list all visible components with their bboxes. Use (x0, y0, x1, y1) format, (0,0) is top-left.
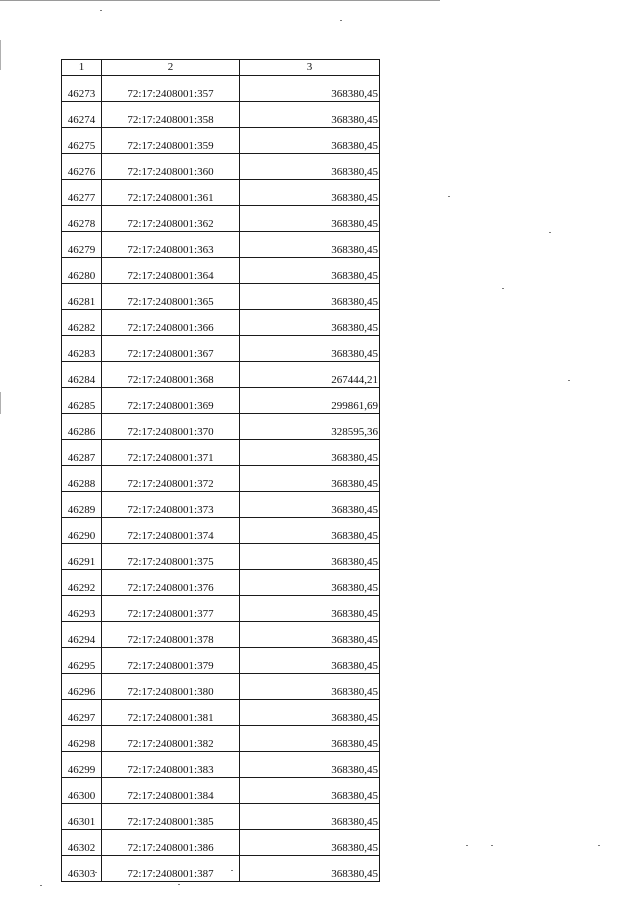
row-number-cell: 46303 (62, 856, 102, 882)
cadastral-value-cell: 368380,45 (240, 856, 380, 882)
cadastral-number-cell: 72:17:2408001:381 (102, 700, 240, 726)
cadastral-number-cell: 72:17:2408001:366 (102, 310, 240, 336)
cadastral-value-cell: 368380,45 (240, 596, 380, 622)
row-number-cell: 46292 (62, 570, 102, 596)
row-number-cell: 46285 (62, 388, 102, 414)
cadastral-value-cell: 368380,45 (240, 336, 380, 362)
table-row (62, 622, 380, 648)
cadastral-value-cell: 368380,45 (240, 76, 380, 102)
cadastral-number-cell: 72:17:2408001:360 (102, 154, 240, 180)
cadastral-value-cell: 368380,45 (240, 258, 380, 284)
row-number-cell: 46283 (62, 336, 102, 362)
row-number-cell: 46300 (62, 778, 102, 804)
cadastral-number-cell: 72:17:2408001:375 (102, 544, 240, 570)
cadastral-value-cell: 368380,45 (240, 284, 380, 310)
row-number-cell: 46273 (62, 76, 102, 102)
row-number-cell: 46276 (62, 154, 102, 180)
cadastral-number-cell: 72:17:2408001:387 (102, 856, 240, 882)
cadastral-number-cell: 72:17:2408001:365 (102, 284, 240, 310)
cadastral-value-cell: 368380,45 (240, 440, 380, 466)
scan-speck (598, 845, 600, 846)
row-number-cell: 46275 (62, 128, 102, 154)
row-number-cell: 46286 (62, 414, 102, 440)
cadastral-number-cell: 72:17:2408001:361 (102, 180, 240, 206)
table-row (62, 544, 380, 570)
cadastral-number-cell: 72:17:2408001:362 (102, 206, 240, 232)
table-row (62, 648, 380, 674)
scan-speck (448, 196, 450, 197)
cadastral-value-cell: 368380,45 (240, 570, 380, 596)
cadastral-number-cell: 72:17:2408001:363 (102, 232, 240, 258)
scan-speck (231, 870, 233, 871)
row-number-cell: 46293 (62, 596, 102, 622)
cadastral-number-cell: 72:17:2408001:382 (102, 726, 240, 752)
cadastral-number-cell: 72:17:2408001:377 (102, 596, 240, 622)
row-number-cell: 46291 (62, 544, 102, 570)
table-row (62, 180, 380, 206)
column-header-3: 3 (240, 60, 380, 76)
cadastral-value-cell: 368380,45 (240, 102, 380, 128)
cadastral-number-cell: 72:17:2408001:372 (102, 466, 240, 492)
scan-speck (340, 20, 342, 21)
row-number-cell: 46277 (62, 180, 102, 206)
row-number-cell: 46295 (62, 648, 102, 674)
cadastral-number-cell: 72:17:2408001:376 (102, 570, 240, 596)
cadastral-value-cell: 267444,21 (240, 362, 380, 388)
cadastral-value-cell: 368380,45 (240, 466, 380, 492)
scan-speck (491, 845, 493, 846)
table-row (62, 778, 380, 804)
scan-left-edge-mark (0, 392, 1, 414)
cadastral-value-cell: 368380,45 (240, 726, 380, 752)
table-row (62, 674, 380, 700)
column-number-row (62, 60, 380, 76)
cadastral-value-cell: 368380,45 (240, 232, 380, 258)
cadastral-number-cell: 72:17:2408001:373 (102, 492, 240, 518)
row-number-cell: 46278 (62, 206, 102, 232)
row-number-cell: 46302 (62, 830, 102, 856)
cadastral-value-cell: 368380,45 (240, 180, 380, 206)
cadastral-number-cell: 72:17:2408001:358 (102, 102, 240, 128)
cadastral-number-cell: 72:17:2408001:380 (102, 674, 240, 700)
cadastral-value-cell: 368380,45 (240, 700, 380, 726)
cadastral-number-cell: 72:17:2408001:359 (102, 128, 240, 154)
cadastral-value-cell: 368380,45 (240, 310, 380, 336)
row-number-cell: 46279 (62, 232, 102, 258)
row-number-cell: 46301 (62, 804, 102, 830)
column-header-2: 2 (102, 60, 240, 76)
table-row (62, 154, 380, 180)
cadastral-value-table (61, 59, 380, 882)
cadastral-number-cell: 72:17:2408001:364 (102, 258, 240, 284)
table-row (62, 440, 380, 466)
table-row (62, 414, 380, 440)
table-row (62, 232, 380, 258)
scan-top-edge (0, 0, 440, 1)
scan-speck (178, 884, 180, 885)
cadastral-number-cell: 72:17:2408001:367 (102, 336, 240, 362)
cadastral-number-cell: 72:17:2408001:368 (102, 362, 240, 388)
cadastral-number-cell: 72:17:2408001:369 (102, 388, 240, 414)
scan-left-edge-mark (0, 40, 1, 70)
table-row (62, 388, 380, 414)
table-row (62, 128, 380, 154)
cadastral-number-cell: 72:17:2408001:383 (102, 752, 240, 778)
table-body (62, 76, 380, 882)
table-row (62, 518, 380, 544)
table-row (62, 76, 380, 102)
cadastral-value-cell: 368380,45 (240, 492, 380, 518)
table-row (62, 804, 380, 830)
scan-speck (95, 872, 97, 873)
row-number-cell: 46281 (62, 284, 102, 310)
row-number-cell: 46287 (62, 440, 102, 466)
table-row (62, 830, 380, 856)
table-row (62, 492, 380, 518)
table-row (62, 336, 380, 362)
cadastral-value-cell: 368380,45 (240, 674, 380, 700)
row-number-cell: 46274 (62, 102, 102, 128)
table-row (62, 258, 380, 284)
table-row (62, 700, 380, 726)
row-number-cell: 46284 (62, 362, 102, 388)
scan-speck (40, 885, 42, 886)
table-row (62, 284, 380, 310)
cadastral-value-cell: 368380,45 (240, 752, 380, 778)
scan-speck (466, 845, 468, 846)
scan-speck (549, 232, 551, 233)
cadastral-number-cell: 72:17:2408001:379 (102, 648, 240, 674)
cadastral-value-cell: 368380,45 (240, 804, 380, 830)
cadastral-value-cell: 368380,45 (240, 648, 380, 674)
row-number-cell: 46288 (62, 466, 102, 492)
cadastral-value-cell: 328595,36 (240, 414, 380, 440)
cadastral-number-cell: 72:17:2408001:371 (102, 440, 240, 466)
cadastral-value-cell: 368380,45 (240, 778, 380, 804)
column-header-1: 1 (62, 60, 102, 76)
row-number-cell: 46296 (62, 674, 102, 700)
cadastral-number-cell: 72:17:2408001:385 (102, 804, 240, 830)
table-row (62, 856, 380, 882)
table-row (62, 596, 380, 622)
cadastral-number-cell: 72:17:2408001:384 (102, 778, 240, 804)
cadastral-number-cell: 72:17:2408001:386 (102, 830, 240, 856)
table-row (62, 466, 380, 492)
scan-speck (100, 10, 102, 11)
row-number-cell: 46280 (62, 258, 102, 284)
cadastral-value-cell: 368380,45 (240, 154, 380, 180)
row-number-cell: 46294 (62, 622, 102, 648)
cadastral-number-cell: 72:17:2408001:374 (102, 518, 240, 544)
table-row (62, 102, 380, 128)
row-number-cell: 46297 (62, 700, 102, 726)
table-row (62, 206, 380, 232)
table-row (62, 726, 380, 752)
cadastral-number-cell: 72:17:2408001:357 (102, 76, 240, 102)
cadastral-value-cell: 368380,45 (240, 544, 380, 570)
cadastral-value-cell: 368380,45 (240, 206, 380, 232)
cadastral-number-cell: 72:17:2408001:378 (102, 622, 240, 648)
cadastral-value-cell: 368380,45 (240, 518, 380, 544)
cadastral-value-cell: 299861,69 (240, 388, 380, 414)
row-number-cell: 46289 (62, 492, 102, 518)
scan-speck (502, 288, 504, 289)
scan-speck (568, 380, 570, 381)
table-row (62, 362, 380, 388)
table-row (62, 752, 380, 778)
cadastral-value-cell: 368380,45 (240, 128, 380, 154)
table-row (62, 310, 380, 336)
row-number-cell: 46290 (62, 518, 102, 544)
cadastral-number-cell: 72:17:2408001:370 (102, 414, 240, 440)
row-number-cell: 46298 (62, 726, 102, 752)
cadastral-value-cell: 368380,45 (240, 830, 380, 856)
cadastral-value-cell: 368380,45 (240, 622, 380, 648)
table-row (62, 570, 380, 596)
row-number-cell: 46299 (62, 752, 102, 778)
row-number-cell: 46282 (62, 310, 102, 336)
